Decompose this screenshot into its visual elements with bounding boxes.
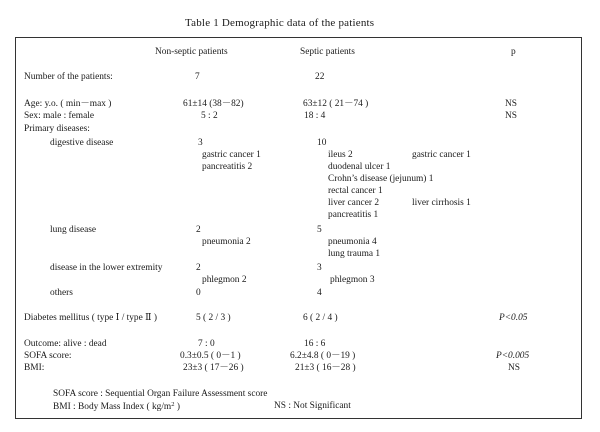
row-lower-non-septic: 2 — [196, 263, 201, 273]
row-lung-non-septic: 2 — [196, 225, 201, 235]
digestive-s-item: gastric cancer 1 — [412, 150, 471, 160]
row-sex-septic: 18 : 4 — [304, 111, 326, 121]
lower-ns-item: phlegmon 2 — [202, 275, 247, 285]
row-diabetes-p: P<0.05 — [499, 313, 528, 323]
row-outcome-label: Outcome: alive : dead — [24, 339, 107, 349]
row-sex-p: NS — [505, 111, 517, 121]
header-p: p — [511, 47, 516, 57]
row-others-non-septic: 0 — [196, 288, 201, 298]
row-lung-label: lung disease — [50, 225, 97, 235]
header-septic: Septic patients — [300, 47, 355, 57]
digestive-s-item: duodenal ulcer 1 — [328, 162, 391, 172]
row-sex-label: Sex: male : female — [24, 111, 95, 121]
digestive-s-item: rectal cancer 1 — [328, 186, 383, 196]
row-age-p: NS — [505, 99, 517, 109]
row-digestive-non-septic: 3 — [198, 138, 203, 148]
row-diabetes-septic: 6 ( 2 / 4 ) — [303, 313, 338, 323]
digestive-s-item: pancreatitis 1 — [328, 210, 379, 220]
row-sofa-non-septic: 0.3±0.5 ( 0－1 ) — [180, 351, 241, 361]
row-lung-septic: 5 — [317, 225, 322, 235]
digestive-ns-item: pancreatitis 2 — [202, 162, 253, 172]
digestive-s-item: liver cirrhosis 1 — [412, 198, 471, 208]
digestive-s-item: Crohn’s disease (jejunum) 1 — [328, 174, 434, 184]
lung-s-item: pneumonia 4 — [328, 237, 377, 247]
row-outcome-non-septic: 7 : 0 — [198, 339, 215, 349]
footnote-sofa: SOFA score : Sequential Organ Failure Assessment score — [53, 389, 268, 399]
row-digestive-septic: 10 — [317, 138, 327, 148]
row-lower-label: disease in the lower extremity — [50, 263, 163, 273]
row-sofa-p: P<0.005 — [496, 351, 530, 361]
row-bmi-septic: 21±3 ( 16－28 ) — [295, 363, 356, 373]
row-number-label: Number of the patients: — [24, 72, 113, 82]
row-bmi-non-septic: 23±3 ( 17－26 ) — [183, 363, 244, 373]
row-number-non-septic: 7 — [195, 72, 200, 82]
row-age-non-septic: 61±14 (38－82) — [183, 99, 244, 109]
table-title: Table 1 Demographic data of the patients — [185, 17, 375, 29]
digestive-s-item: ileus 2 — [328, 150, 353, 160]
lung-ns-item: pneumonia 2 — [202, 237, 251, 247]
row-age-label: Age: y.o. ( min－max ) — [24, 99, 112, 109]
lung-s-item: lung trauma 1 — [328, 249, 381, 259]
row-lower-septic: 3 — [317, 263, 322, 273]
digestive-ns-item: gastric cancer 1 — [202, 150, 261, 160]
row-sofa-septic: 6.2±4.8 ( 0－19 ) — [290, 351, 356, 361]
digestive-s-item: liver cancer 2 — [328, 198, 380, 208]
row-bmi-label: BMI: — [24, 363, 45, 373]
row-others-label: others — [50, 288, 73, 298]
row-diabetes-non-septic: 5 ( 2 / 3 ) — [196, 313, 231, 323]
row-sex-non-septic: 5 : 2 — [201, 111, 218, 121]
header-non-septic: Non-septic patients — [155, 47, 228, 57]
row-bmi-p: NS — [508, 363, 520, 373]
row-outcome-septic: 16 : 6 — [304, 339, 326, 349]
row-digestive-label: digestive disease — [50, 138, 114, 148]
row-diabetes-label: Diabetes mellitus ( type Ⅰ / type Ⅱ ) — [24, 313, 157, 323]
row-others-septic: 4 — [317, 288, 322, 298]
row-primary-label: Primary diseases: — [24, 124, 90, 134]
row-number-septic: 22 — [315, 72, 325, 82]
footnote-bmi: BMI : Body Mass Index ( $kg/m^2$ ) — [53, 401, 180, 412]
table-frame — [15, 37, 582, 419]
row-sofa-label: SOFA score: — [24, 351, 72, 361]
footnote-ns: NS : Not Significant — [274, 401, 351, 411]
row-age-septic: 63±12 ( 21－74 ) — [303, 99, 369, 109]
lower-s-item: phlegmon 3 — [330, 275, 375, 285]
